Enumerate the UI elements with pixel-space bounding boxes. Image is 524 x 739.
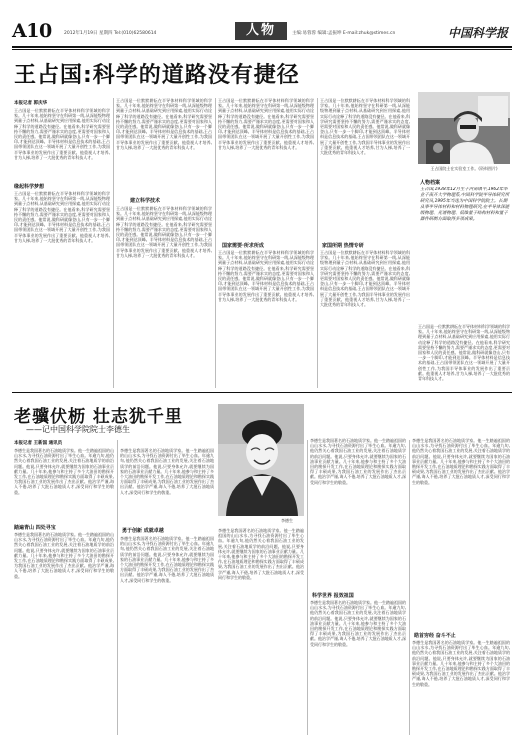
article1-byline: 本报记者 郭庆华: [14, 101, 48, 106]
article1-photo: [418, 92, 510, 164]
article2-col5-p1: 李德生是我国著名的石油地质学家。他一生踏遍祖国的山山水水,为寻找石油资源付出了毕生心血。年逾九旬,他仍然关心着我国石油工业的发展,关注着石油地质学的前沿问题。他说,只要身体允许,就要继续为国家的石油事业贡献力量。几十年来,他参与和主持了多个大油田的勘探开发工作,在石油地质理论和勘探实践方面取得了丰硕成果,为我国石油工业的发展作出了杰出贡献。他治学严谨,诲人不倦,培养了大批石油地质人才,深受同行和学生的敬重。: [412, 438, 510, 485]
header-rule: [12, 46, 512, 48]
article1-col3-p1: 王占国是一位默默耕耘在半导体材料科学领域的科学家。几十年来,他始终坚守在科研第一线,从深能级物理到量子点材料,从基础研究到应用探索,他用实际行动诠释了科学的道路没有捷径。在他看来,科学研究需要坚持不懈的努力,需要严谨求实的态度,更需要对国家和人民的责任感。他常说,做科研就像登山,只有一步一个脚印,才能到达顶峰。半导体材料是信息技术的基础,王占国带领团队在这一领域开展了大量开创性工作,为我国半导体事业的发展作出了重要贡献。他重视人才培养,甘为人梯,培养了一大批优秀的青年科技人才。: [218, 98, 314, 150]
article2-col4-p2: 李德生是我国著名的石油地质学家。他一生踏遍祖国的山山水水,为寻找石油资源付出了毕生心血。年逾九旬,他仍然关心着我国石油工业的发展,关注着石油地质学的前沿问题。他说,只要身体允许,就要继续为国家的石油事业贡献力量。几十年来,他参与和主持了多个大油田的勘探开发工作,在石油地质理论和勘探实践方面取得了丰硕成果,为我国石油工业的发展作出了杰出贡献。他治学严谨,诲人不倦,培养了大批石油地质人才,深受同行和学生的敬重。: [310, 600, 406, 647]
date-line: 2012年1月19日 星期四 Tel:(010)62580614: [64, 31, 157, 36]
column-divider: [117, 440, 118, 735]
article2-col4-p1: 李德生是我国著名的石油地质学家。他一生踏遍祖国的山山水水,为寻找石油资源付出了毕生心血。年逾九旬,他仍然关心着我国石油工业的发展,关注着石油地质学的前沿问题。他说,只要身体允许,就要继续为国家的石油事业贡献力量。几十年来,他参与和主持了多个大油田的勘探开发工作,在石油地质理论和勘探实践方面取得了丰硕成果,为我国石油工业的发展作出了杰出贡献。他治学严谨,诲人不倦,培养了大批石油地质人才,深受同行和学生的敬重。: [310, 438, 406, 485]
column-divider: [317, 98, 318, 388]
header-rule-thin: [12, 49, 512, 50]
article1-col4-p1: 王占国是一位默默耕耘在半导体材料科学领域的科学家。几十年来,他始终坚守在科研第一线,从深能级物理到量子点材料,从基础研究到应用探索,他用实际行动诠释了科学的道路没有捷径。在他看来,科学研究需要坚持不懈的努力,需要严谨求实的态度,更需要对国家和人民的责任感。他常说,做科研就像登山,只有一步一个脚印,才能到达顶峰。半导体材料是信息技术的基础,王占国带领团队在这一领域开展了大量开创性工作,为我国半导体事业的发展作出了重要贡献。他重视人才培养,甘为人梯,培养了一大批优秀的青年科技人才。: [320, 98, 410, 156]
article2-subtitle: ——记中国科学院院士李德生: [26, 425, 130, 434]
sidebar-heading: 人物档案: [420, 180, 441, 186]
article2-subhead-3: 科学世界 报效祖国: [312, 593, 354, 599]
section-rule: [12, 392, 512, 393]
article1-col3-p2: 王占国是一位默默耕耘在半导体材料科学领域的科学家。几十年来,他始终坚守在科研第一线,从深能级物理到量子点材料,从基础研究到应用探索,他用实际行动诠释了科学的道路没有捷径。在他看来,科学研究需要坚持不懈的努力,需要严谨求实的态度,更需要对国家和人民的责任感。他常说,做科研就像登山,只有一步一个脚印,才能到达顶峰。半导体材料是信息技术的基础,王占国带领团队在这一领域开展了大量开创性工作,为我国半导体事业的发展作出了重要贡献。他重视人才培养,甘为人梯,培养了一大批优秀的青年科技人才。: [218, 250, 314, 302]
article2-headline: 老骥伏枥 壮志犹千里: [14, 407, 183, 427]
article1-subhead-3: 国家需要·所求所成: [222, 243, 264, 249]
article2-photo: [218, 404, 304, 516]
article2-col1-p1: 李德生是我国著名的石油地质学家。他一生踏遍祖国的山山水水,为寻找石油资源付出了毕生心血。年逾九旬,他仍然关心着我国石油工业的发展,关注着石油地质学的前沿问题。他说,只要身体允许,就要继续为国家的石油事业贡献力量。几十年来,他参与和主持了多个大油田的勘探开发工作,在石油地质理论和勘探实践方面取得了丰硕成果,为我国石油工业的发展作出了杰出贡献。他治学严谨,诲人不倦,培养了大批石油地质人才,深受同行和学生的敬重。: [14, 448, 114, 495]
article2-subhead-1: 踏遍青山 四处寻宝: [14, 525, 56, 531]
article2-col2-p1: 李德生是我国著名的石油地质学家。他一生踏遍祖国的山山水水,为寻找石油资源付出了毕生心血。年逾九旬,他仍然关心着我国石油工业的发展,关注着石油地质学的前沿问题。他说,只要身体允许,就要继续为国家的石油事业贡献力量。几十年来,他参与和主持了多个大油田的勘探开发工作,在石油地质理论和勘探实践方面取得了丰硕成果,为我国石油工业的发展作出了杰出贡献。他治学严谨,诲人不倦,培养了大批石油地质人才,深受同行和学生的敬重。: [120, 448, 214, 495]
article1-col1-p1: 王占国是一位默默耕耘在半导体材料科学领域的科学家。几十年来,他始终坚守在科研第一线,从深能级物理到量子点材料,从基础研究到应用探索,他用实际行动诠释了科学的道路没有捷径。在他看来,科学研究需要坚持不懈的努力,需要严谨求实的态度,更需要对国家和人民的责任感。他常说,做科研就像登山,只有一步一个脚印,才能到达顶峰。半导体材料是信息技术的基础,王占国带领团队在这一领域开展了大量开创性工作,为我国半导体事业的发展作出了重要贡献。他重视人才培养,甘为人梯,培养了一大批优秀的青年科技人才。: [14, 108, 110, 160]
column-divider: [215, 98, 216, 388]
article1-col1-p2: 王占国是一位默默耕耘在半导体材料科学领域的科学家。几十年来,他始终坚守在科研第一线,从深能级物理到量子点材料,从基础研究到应用探索,他用实际行动诠释了科学的道路没有捷径。在他看来,科学研究需要坚持不懈的努力,需要严谨求实的态度,更需要对国家和人民的责任感。他常说,做科研就像登山,只有一步一个脚印,才能到达顶峰。半导体材料是信息技术的基础,王占国带领团队在这一领域开展了大量开创性工作,为我国半导体事业的发展作出了重要贡献。他重视人才培养,甘为人梯,培养了一大批优秀的青年科技人才。: [14, 191, 110, 243]
editor-line: 主编:易蓉蓉 编辑:孟振坤 E-mail:zhuk@stimes.cn: [292, 31, 396, 36]
article2-col1-p2: 李德生是我国著名的石油地质学家。他一生踏遍祖国的山山水水,为寻找石油资源付出了毕生心血。年逾九旬,他仍然关心着我国石油工业的发展,关注着石油地质学的前沿问题。他说,只要身体允许,就要继续为国家的石油事业贡献力量。几十年来,他参与和主持了多个大油田的勘探开发工作,在石油地质理论和勘探实践方面取得了丰硕成果,为我国石油工业的发展作出了杰出贡献。他治学严谨,诲人不倦,培养了大批石油地质人才,深受同行和学生的敬重。: [14, 532, 114, 579]
article1-col2-p2: 王占国是一位默默耕耘在半导体材料科学领域的科学家。几十年来,他始终坚守在科研第一线,从深能级物理到量子点材料,从基础研究到应用探索,他用实际行动诠释了科学的道路没有捷径。在他看来,科学研究需要坚持不懈的努力,需要严谨求实的态度,更需要对国家和人民的责任感。他常说,做科研就像登山,只有一步一个脚印,才能到达顶峰。半导体材料是信息技术的基础,王占国带领团队在这一领域开展了大量开创性工作,为我国半导体事业的发展作出了重要贡献。他重视人才培养,甘为人梯,培养了一大批优秀的青年科技人才。: [116, 206, 212, 258]
article2-byline: 本报记者 王新国 通讯员: [14, 441, 63, 446]
article2-col5-p2: 李德生是我国著名的石油地质学家。他一生踏遍祖国的山山水水,为寻找石油资源付出了毕生心血。年逾九旬,他仍然关心着我国石油工业的发展,关注着石油地质学的前沿问题。他说,只要身体允许,就要继续为国家的石油事业贡献力量。几十年来,他参与和主持了多个大油田的勘探开发工作,在石油地质理论和勘探实践方面取得了丰硕成果,为我国石油工业的发展作出了杰出贡献。他治学严谨,诲人不倦,培养了大批石油地质人才,深受同行和学生的敬重。: [412, 640, 510, 687]
article1-col5-text: 王占国是一位默默耕耘在半导体材料科学领域的科学家。几十年来,他始终坚守在科研第一线,从深能级物理到量子点材料,从基础研究到应用探索,他用实际行动诠释了科学的道路没有捷径。在他看来,科学研究需要坚持不懈的努力,需要严谨求实的态度,更需要对国家和人民的责任感。他常说,做科研就像登山,只有一步一个脚印,才能到达顶峰。半导体材料是信息技术的基础,王占国带领团队在这一领域开展了大量开创性工作,为我国半导体事业的发展作出了重要贡献。他重视人才培养,甘为人梯,培养了一大批优秀的青年科技人才。: [418, 324, 510, 382]
article1-col2-p1: 王占国是一位默默耕耘在半导体材料科学领域的科学家。几十年来,他始终坚守在科研第一线,从深能级物理到量子点材料,从基础研究到应用探索,他用实际行动诠释了科学的道路没有捷径。在他看来,科学研究需要坚持不懈的努力,需要严谨求实的态度,更需要对国家和人民的责任感。他常说,做科研就像登山,只有一步一个脚印,才能到达顶峰。半导体材料是信息技术的基础,王占国带领团队在这一领域开展了大量开创性工作,为我国半导体事业的发展作出了重要贡献。他重视人才培养,甘为人梯,培养了一大批优秀的青年科技人才。: [116, 98, 212, 150]
article2-subhead-2: 勇于创新 成就卓越: [122, 528, 164, 534]
article2-col2-p2: 李德生是我国著名的石油地质学家。他一生踏遍祖国的山山水水,为寻找石油资源付出了毕生心血。年逾九旬,他仍然关心着我国石油工业的发展,关注着石油地质学的前沿问题。他说,只要身体允许,就要继续为国家的石油事业贡献力量。几十年来,他参与和主持了多个大油田的勘探开发工作,在石油地质理论和勘探实践方面取得了丰硕成果,为我国石油工业的发展作出了杰出贡献。他治学严谨,诲人不倦,培养了大批石油地质人才,深受同行和学生的敬重。: [120, 536, 214, 583]
column-divider: [409, 440, 410, 735]
newspaper-masthead: 中国科学报: [448, 26, 509, 40]
page-number: A10: [12, 20, 52, 42]
article1-subhead-2: 建立科学技术: [130, 198, 161, 204]
column-divider: [307, 440, 308, 735]
article1-subhead-4: 家国所期 热情专研: [322, 243, 364, 249]
article1-subhead-1: 缘起科学梦想: [14, 184, 45, 190]
article2-photo-caption: 李德生: [281, 518, 293, 523]
section-badge: 人物: [235, 22, 287, 40]
article1-headline: 王占国:科学的道路没有捷径: [14, 63, 300, 88]
article2-col3-text: 李德生是我国著名的石油地质学家。他一生踏遍祖国的山山水水,为寻找石油资源付出了毕生心血。年逾九旬,他仍然关心着我国石油工业的发展,关注着石油地质学的前沿问题。他说,只要身体允许,就要继续为国家的石油事业贡献力量。几十年来,他参与和主持了多个大油田的勘探开发工作,在石油地质理论和勘探实践方面取得了丰硕成果,为我国石油工业的发展作出了杰出贡献。他治学严谨,诲人不倦,培养了大批石油地质人才,深受同行和学生的敬重。: [218, 528, 304, 580]
article1-col4-p2: 王占国是一位默默耕耘在半导体材料科学领域的科学家。几十年来,他始终坚守在科研第一线,从深能级物理到量子点材料,从基础研究到应用探索,他用实际行动诠释了科学的道路没有捷径。在他看来,科学研究需要坚持不懈的努力,需要严谨求实的态度,更需要对国家和人民的责任感。他常说,做科研就像登山,只有一步一个脚印,才能到达顶峰。半导体材料是信息技术的基础,王占国带领团队在这一领域开展了大量开创性工作,为我国半导体事业的发展作出了重要贡献。他重视人才培养,甘为人梯,培养了一大批优秀的青年科技人才。: [320, 250, 410, 308]
sidebar-bio: 王占国,1938年12月生于河南镇平,1962年毕业于南开大学物理系,中国科学院半导体研究所研究员,1995年当选为中国科学院院士。长期从事半导体材料和材料物理研究,在半导体深能级物理、光谱物理、低维量子结构材料和量子器件研制方面取得多项成果。: [420, 187, 510, 222]
article1-photo-caption: 王占国院士在实验室工作。(资料图片): [430, 166, 498, 171]
column-divider: [113, 98, 114, 388]
article2-subhead-4: 皓首穷经 奋斗不止: [414, 633, 456, 639]
